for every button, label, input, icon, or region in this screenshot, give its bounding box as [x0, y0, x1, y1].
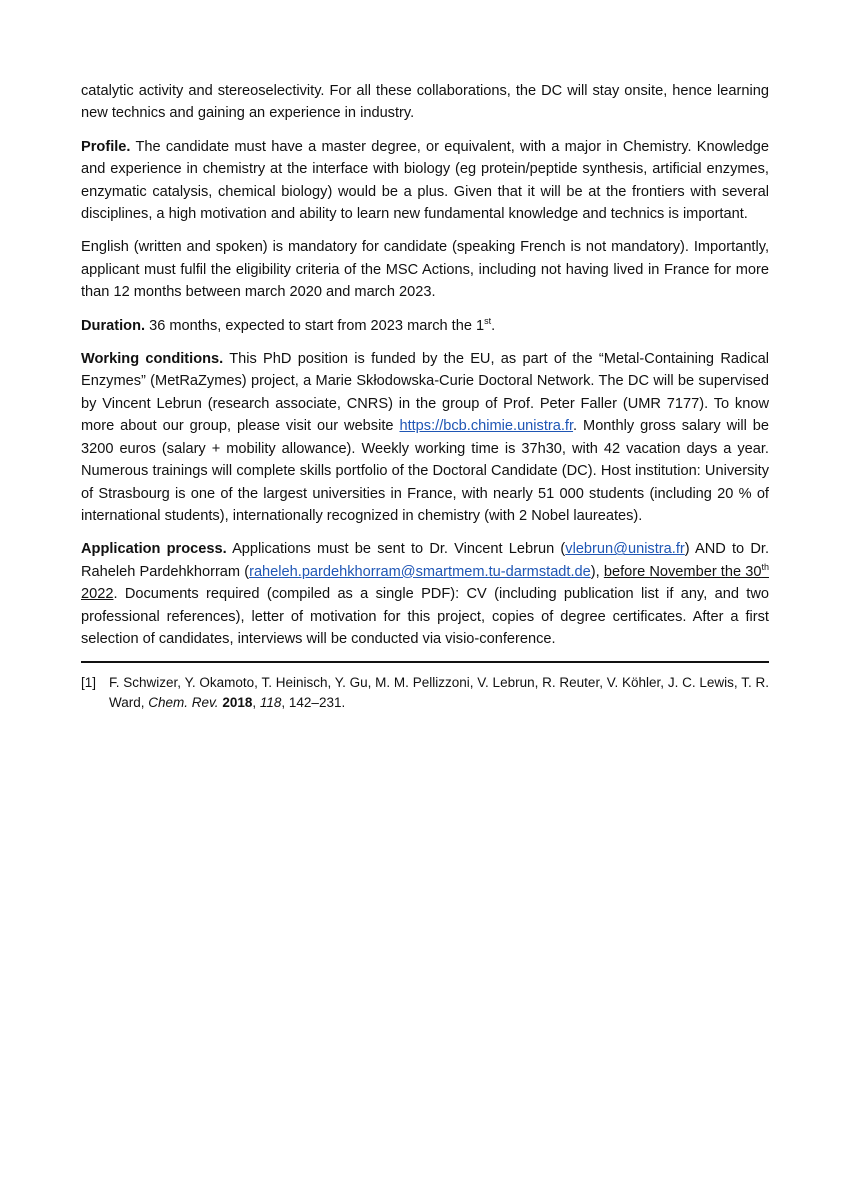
english-text: English (written and spoken) is mandatory for candidate (speaking French is not mandatory). Importantly, applicant must fulfil the eligibility criteria of the MSC Actions, including not having lived in France for more than 12 months between march 2020 and march 2023. — [81, 239, 769, 301]
paragraph-profile — [81, 136, 769, 226]
profile-heading: Profile. — [81, 138, 131, 155]
duration-sup: st — [484, 315, 492, 326]
reference-item — [81, 673, 769, 712]
working-heading: Working conditions. — [81, 351, 224, 368]
duration-heading: Duration. — [81, 317, 146, 334]
application-text-1: Applications must be sent to Dr. Vincent Lebrun ( — [226, 541, 566, 558]
reference-volume: 118 — [259, 694, 282, 710]
paragraph-duration — [81, 315, 769, 337]
deadline-b: 2022 — [81, 586, 114, 603]
working-text-1: This PhD position is funded by the EU, as part of the “Metal-Containing Radical Enzymes” (MetRaZymes) project, a Marie Skłodowska-Curie Doctoral Network. The DC will be supervised by Vincent Lebrun (research associate, CNRS) in the group of Prof. Peter Faller (UMR 7177). To know more about our group, please visit our website — [81, 351, 769, 435]
reference-journal: Chem. Rev. — [148, 694, 219, 710]
deadline-sup: th — [761, 561, 769, 572]
paragraph-english — [81, 236, 769, 303]
profile-text: The candidate must have a master degree, or equivalent, with a major in Chemistry. Knowledge and experience in chemistry at the interface with biology (eg protein/peptide synthesis, artificial enzymes, enzymatic catalysis, chemical biology) would be a plus. Given that it will be at the frontiers with several disciplines, a high motivation and ability to learn new fundamental knowledge and technics is important. — [81, 138, 769, 223]
reference-number: [1] — [81, 675, 97, 691]
application-text-3: ), — [590, 563, 604, 580]
website-link[interactable]: https://bcb.chimie.unistra.fr — [399, 418, 574, 435]
application-text-4: . Documents required (compiled as a single PDF): CV (including publication list if any, and two professional references), letter of motivation for this project, copies of degree certificates. After a first selection of candidates, interviews will be conducted via visio-conference. — [81, 586, 769, 647]
paragraph-collaborations — [81, 80, 769, 125]
collaborations-text: catalytic activity and stereoselectivity. For all these collaborations, the DC will stay onsite, hence learning new technics and gaining an experience in industry. — [81, 83, 769, 122]
duration-text: 36 months, expected to start from 2023 march the 1 — [145, 317, 485, 334]
paragraph-application — [81, 538, 769, 650]
reference-pages: , 142–231. — [281, 694, 346, 710]
reference-year: 2018 — [222, 694, 253, 710]
paragraph-working-conditions — [81, 348, 769, 527]
deadline-a: before November the 30 — [603, 563, 762, 580]
reference-authors: F. Schwizer, Y. Okamoto, T. Heinisch, Y. Gu, M. M. Pellizzoni, V. Lebrun, R. Reuter, V. Köhler, J. C. Lewis, T. R. Ward, — [109, 675, 769, 710]
application-text-2: ) AND to Dr. Raheleh Pardehkhorram ( — [81, 541, 769, 580]
email-link-pardehkhorram[interactable]: raheleh.pardehkhorram@smartmem.tu-darmstadt.de — [249, 563, 591, 580]
working-text-2: . Monthly gross salary will be 3200 euros (salary + mobility allowance). Weekly working time is 37h30, with 42 vacation days a year. Numerous trainings will complete skills portfolio of the Doctoral Candidate (DC). Host institution: University of Strasbourg is one of the largest universities in France, with nearly 51 000 students (including 20 % of international students), internationally recognized in chemistry (with 2 Nobel laureates). — [81, 418, 769, 524]
document-page — [81, 80, 769, 712]
references-divider — [81, 661, 769, 663]
application-heading: Application process. — [81, 541, 227, 558]
email-link-lebrun[interactable]: vlebrun@unistra.fr — [565, 541, 685, 558]
reference-text: F. Schwizer, Y. Okamoto, T. Heinisch, Y. Gu, M. M. Pellizzoni, V. Lebrun, R. Reuter, V. Köhler, J. C. Lewis, T. R. Ward, Chem. Rev. 2018, 118, 142–231. — [109, 675, 769, 710]
duration-end: . — [491, 317, 496, 334]
